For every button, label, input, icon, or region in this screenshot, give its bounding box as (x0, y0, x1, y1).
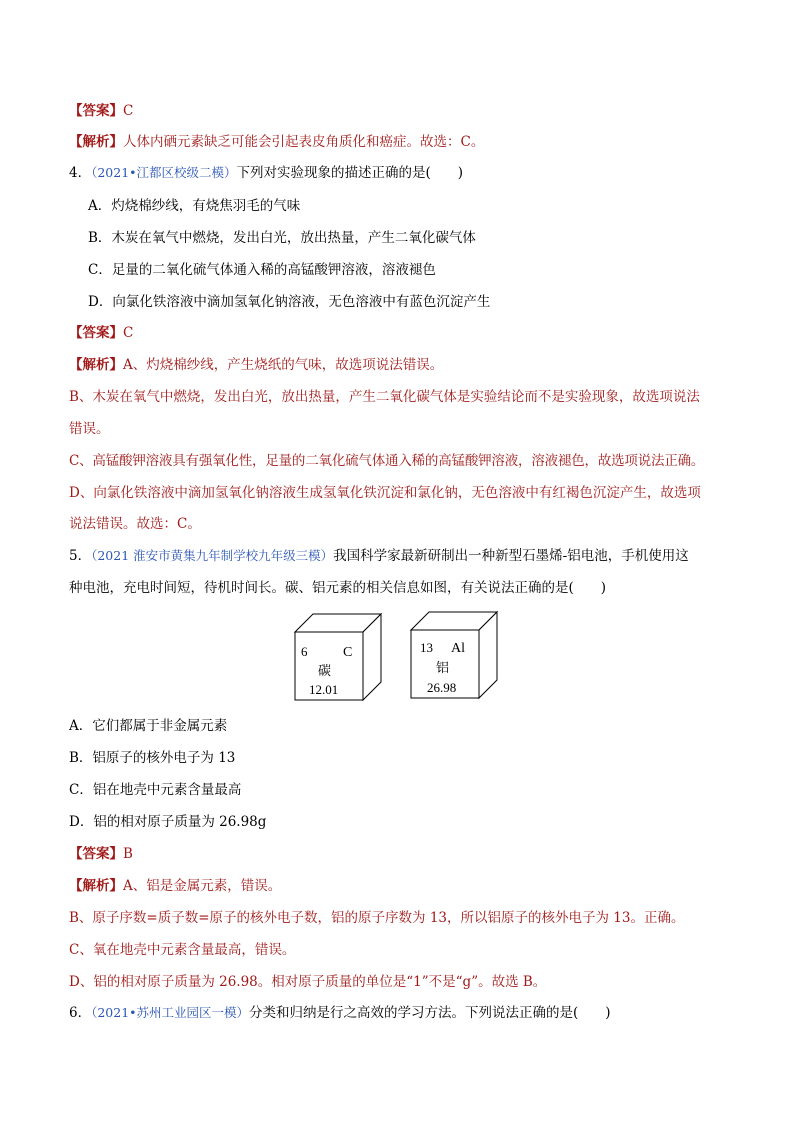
q4-stem (69, 163, 734, 183)
question-text: 我国科学家最新研制出一种新型石墨烯-铝电池，手机使用这 (333, 548, 689, 564)
analysis-tag: 【解析】 (69, 357, 123, 373)
q4-option-c: C．足量的二氧化硫气体通入稀的高锰酸钾溶液，溶液褪色 (88, 262, 436, 278)
carbon-cube (295, 614, 381, 700)
carbon-symbol: C (343, 645, 353, 660)
analysis-text: A、铝是金属元素，错误。 (123, 878, 282, 894)
answer-tag: 【答案】 (69, 103, 123, 119)
question-text: 分类和归纳是行之高效的学习方法。下列说法正确的是( ) (249, 1005, 611, 1021)
q5-option-c: C．铝在地壳中元素含量最高 (69, 782, 242, 798)
analysis-text: 人体内硒元素缺乏可能会引起表皮角质化和癌症。故选：C。 (123, 134, 485, 150)
aluminium-mass: 26.98 (427, 680, 457, 695)
q5-option-a: A．它们都属于非金属元素 (69, 718, 228, 734)
q4-option-b: B．木炭在氧气中燃烧，发出白光，放出热量，产生二氧化碳气体 (88, 230, 476, 246)
q4-analysis-6: 说法错误。故选：C。 (69, 516, 201, 532)
q5-option-b: B．铝原子的核外电子为 13 (69, 750, 236, 766)
q5-answer (69, 844, 734, 864)
answer-tag: 【答案】 (69, 846, 123, 862)
question-source: （2021•苏州工业园区一模） (91, 1005, 250, 1020)
q6-stem (69, 1003, 734, 1023)
question-source: （2021•江都区校级二模） (91, 165, 237, 180)
answer-value: B (123, 846, 133, 862)
q3-answer (69, 101, 734, 121)
answer-value: C (123, 103, 134, 119)
question-number: 6． (69, 1005, 92, 1021)
q4-answer (69, 323, 734, 343)
q5-stem-2: 种电池，充电时间短，待机时间长。碳、铝元素的相关信息如图，有关说法正确的是( ) (69, 580, 607, 596)
q5-analysis-4: D、铝的相对原子质量为 26.98。相对原子质量的单位是“1”不是“g”。故选 B。 (69, 974, 547, 990)
q5-option-d: D．铝的相对原子质量为 26.98g (69, 814, 267, 830)
aluminium-number: 13 (420, 640, 433, 655)
carbon-name: 碳 (318, 664, 332, 679)
q4-option-a: A．灼烧棉纱线，有烧焦羽毛的气味 (88, 198, 301, 214)
q4-analysis-2: B、木炭在氧气中燃烧，发出白光，放出热量，产生二氧化碳气体是实验结论而不是实验现象，故选项说法 (69, 389, 700, 405)
q5-stem-1 (69, 546, 734, 566)
aluminium-cube (411, 612, 497, 698)
q5-analysis-2: B、原子序数=质子数=原子的核外电子数，铝的原子序数为 13，所以铝原子的核外电子为 13。正确。 (69, 910, 685, 926)
q3-analysis (69, 132, 734, 152)
answer-tag: 【答案】 (69, 325, 123, 341)
answer-value: C (123, 325, 134, 341)
aluminium-name: 铝 (436, 661, 450, 676)
q4-analysis-1 (69, 355, 734, 375)
q4-option-d: D．向氯化铁溶液中滴加氢氧化钠溶液，无色溶液中有蓝色沉淀产生 (88, 294, 491, 310)
carbon-number: 6 (301, 644, 308, 659)
analysis-tag: 【解析】 (69, 878, 123, 894)
analysis-text: A、灼烧棉纱线，产生烧纸的气味，故选项说法错误。 (123, 357, 444, 373)
question-source: （2021 淮安市黄集九年制学校九年级三模） (91, 548, 334, 563)
q5-analysis-1 (69, 876, 734, 896)
question-number: 5． (69, 548, 92, 564)
q4-analysis-4: C、高锰酸钾溶液具有强氧化性，足量的二氧化硫气体通入稀的高锰酸钾溶液，溶液褪色，故选项说法正确。 (69, 453, 705, 469)
question-number: 4． (69, 165, 92, 181)
aluminium-symbol: Al (451, 641, 465, 656)
q5-analysis-3: C、氧在地壳中元素含量最高，错误。 (69, 942, 296, 958)
element-info-figure (0, 608, 794, 708)
q4-analysis-5: D、向氯化铁溶液中滴加氢氧化钠溶液生成氢氧化铁沉淀和氯化钠，无色溶液中有红褐色沉淀产生，故选项 (69, 485, 701, 501)
q4-analysis-3: 错误。 (69, 421, 110, 437)
question-text: 下列对实验现象的描述正确的是( ) (236, 165, 464, 181)
carbon-mass: 12.01 (309, 682, 339, 697)
analysis-tag: 【解析】 (69, 134, 123, 150)
